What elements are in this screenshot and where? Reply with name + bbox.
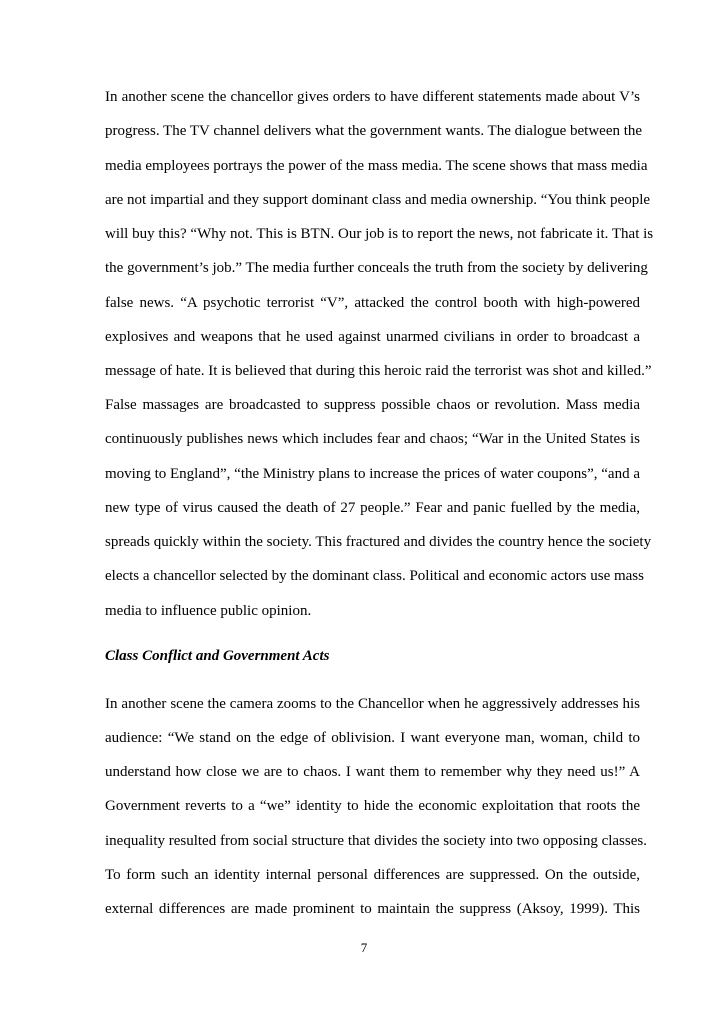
paragraph-line: will buy this? “Why not. This is BTN. Our job is to report the news, not fabricate it. That is xyxy=(105,226,654,242)
paragraph-line: In another scene the camera zooms to the Chancellor when he aggressively addresses his xyxy=(105,696,640,712)
paragraph-line: progress. The TV channel delivers what the government wants. The dialogue between the xyxy=(105,123,643,139)
paragraph-line: understand how close we are to chaos. I want them to remember why they need us!” A xyxy=(105,764,640,780)
paragraph-line: moving to England”, “the Ministry plans to increase the prices of water coupons”, “and a xyxy=(105,466,640,482)
paragraph-line: the government’s job.” The media further conceals the truth from the society by delivering xyxy=(105,260,648,276)
paragraph-line: false news. “A psychotic terrorist “V”, attacked the control booth with high-powered xyxy=(105,295,640,311)
paragraph-line: explosives and weapons that he used against unarmed civilians in order to broadcast a xyxy=(105,329,640,345)
paragraph-line: message of hate. It is believed that during this heroic raid the terrorist was shot and killed.” xyxy=(105,363,652,379)
paragraph-line: are not impartial and they support dominant class and media ownership. “You think people xyxy=(105,192,651,208)
paragraph-line: elects a chancellor selected by the dominant class. Political and economic actors use mass xyxy=(105,568,644,584)
page-number: 7 xyxy=(360,940,368,955)
paragraph-line: False massages are broadcasted to suppress possible chaos or revolution. Mass media xyxy=(105,397,640,413)
paragraph-line: external differences are made prominent to maintain the suppress (Aksoy, 1999). This xyxy=(105,901,640,917)
paragraph-line: spreads quickly within the society. This fractured and divides the country hence the society xyxy=(105,534,652,550)
paragraph-line: continuously publishes news which includes fear and chaos; “War in the United States is xyxy=(105,431,640,447)
paragraph-line: media employees portrays the power of the mass media. The scene shows that mass media xyxy=(105,158,648,174)
paragraph-line: audience: “We stand on the edge of oblivision. I want everyone man, woman, child to xyxy=(105,730,640,746)
paragraph-line: In another scene the chancellor gives orders to have different statements made about V’s xyxy=(105,89,640,105)
section-heading: Class Conflict and Government Acts xyxy=(105,648,330,664)
paragraph-line: media to influence public opinion. xyxy=(105,603,312,619)
paragraph-line: Government reverts to a “we” identity to hide the economic exploitation that roots the xyxy=(105,798,640,814)
paragraph-line: To form such an identity internal personal differences are suppressed. On the outside, xyxy=(105,867,640,883)
paragraph-line: new type of virus caused the death of 27 people.” Fear and panic fuelled by the media, xyxy=(105,500,640,516)
paragraph-line: inequality resulted from social structure that divides the society into two opposing classes. xyxy=(105,833,647,849)
